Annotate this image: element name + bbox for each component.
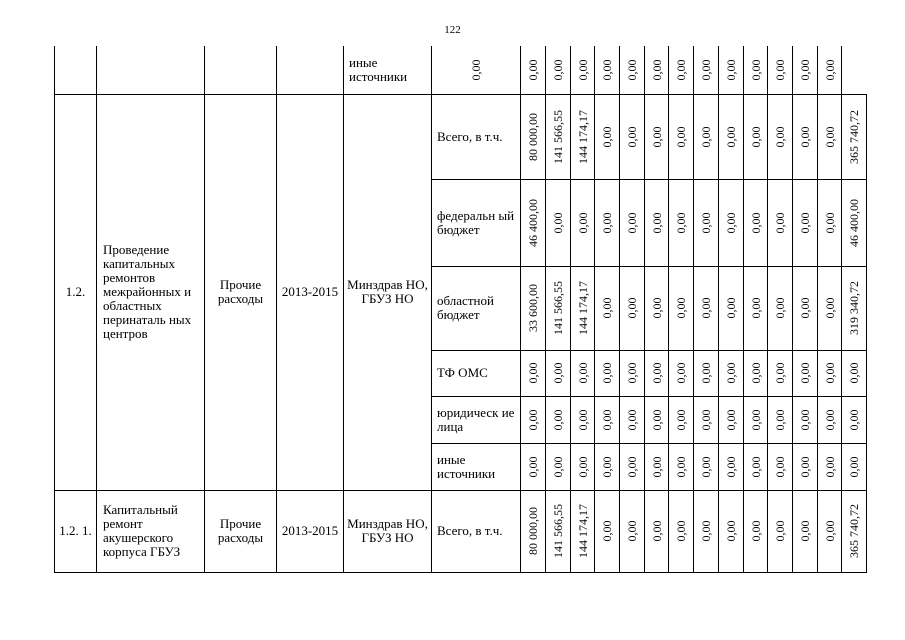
source-cell: ТФ ОМС xyxy=(432,350,521,396)
value-text: 0,00 xyxy=(649,456,664,477)
value-cell xyxy=(595,443,620,490)
value-cell xyxy=(645,179,669,266)
value-cell xyxy=(546,490,571,572)
value-cell xyxy=(521,396,546,443)
value-text: 0,00 xyxy=(649,126,664,147)
value-cell xyxy=(521,350,546,396)
page-number: 122 xyxy=(444,24,461,36)
value-text: 0,00 xyxy=(649,409,664,430)
value-cell xyxy=(694,266,719,350)
value-text: 0,00 xyxy=(625,212,639,233)
value-text: 0,00 xyxy=(674,212,688,233)
empty-cell xyxy=(97,46,205,94)
value-cell xyxy=(521,179,546,266)
source-cell: Всего, в т.ч. xyxy=(432,94,521,179)
value-text: 0,00 xyxy=(551,456,565,477)
empty-cell xyxy=(205,46,277,94)
value-cell xyxy=(521,443,546,490)
value-text: 0,00 xyxy=(526,59,540,81)
period: 2013-2015 xyxy=(277,94,344,490)
executor: Минздрав НО, ГБУЗ НО xyxy=(344,94,432,490)
value-cell xyxy=(571,396,595,443)
table-row xyxy=(55,94,867,179)
value-text: 0,00 xyxy=(798,212,812,233)
value-text: 0,00 xyxy=(575,212,590,233)
value-cell xyxy=(744,46,768,94)
value-text: 0,00 xyxy=(674,456,688,477)
value-text: 0,00 xyxy=(822,362,837,384)
value-text: 0,00 xyxy=(798,297,812,319)
executor: Минздрав НО, ГБУЗ НО xyxy=(344,490,432,572)
value-cell xyxy=(595,490,620,572)
source-cell: федеральн ый бюджет xyxy=(432,179,521,266)
value-text: 80 000,00 xyxy=(526,507,540,555)
value-text: 46 400,00 xyxy=(526,198,540,247)
value-cell xyxy=(719,490,744,572)
value-cell xyxy=(620,490,645,572)
value-cell xyxy=(571,94,595,179)
value-text: 0,00 xyxy=(773,212,787,233)
value-text: 141 566,55 xyxy=(551,109,565,164)
row-number: 1.2. xyxy=(55,94,97,490)
value-cell xyxy=(768,490,793,572)
source-cell: Всего, в т.ч. xyxy=(432,490,521,572)
value-text: 0,00 xyxy=(625,409,639,430)
value-text: 0,00 xyxy=(600,520,614,542)
value-text: 144 174,17 xyxy=(575,109,590,164)
value-text: 0,00 xyxy=(600,126,614,147)
value-text: 0,00 xyxy=(798,409,812,430)
value-text: 0,00 xyxy=(773,456,787,477)
value-text: 0,00 xyxy=(526,362,540,384)
value-cell xyxy=(620,94,645,179)
value-text: 0,00 xyxy=(575,456,590,477)
value-cell xyxy=(669,490,694,572)
value-text: 0,00 xyxy=(600,409,614,430)
value-text: 0,00 xyxy=(748,59,763,81)
measure-name: Капитальный ремонт акушерского корпуса ГБУЗ xyxy=(97,490,205,572)
value-text: 0,00 xyxy=(469,59,483,81)
value-text: 0,00 xyxy=(699,212,713,233)
value-cell xyxy=(744,179,768,266)
value-cell xyxy=(645,46,669,94)
value-cell xyxy=(546,443,571,490)
value-text: 0,00 xyxy=(773,126,787,147)
value-text: 0,00 xyxy=(773,59,787,81)
value-cell xyxy=(521,490,546,572)
value-cell xyxy=(694,94,719,179)
value-cell xyxy=(669,46,694,94)
value-text: 0,00 xyxy=(674,59,688,81)
value-text: 0,00 xyxy=(699,362,713,384)
value-text: 33 600,00 xyxy=(526,284,540,332)
source-cell: иные источники xyxy=(432,443,521,490)
value-text: 0,00 xyxy=(724,59,738,81)
source-cell: иные источники xyxy=(344,46,432,94)
expense-type: Прочие расходы xyxy=(205,490,277,572)
value-cell xyxy=(818,396,842,443)
value-text: 0,00 xyxy=(625,520,639,542)
value-text: 0,00 xyxy=(551,59,565,81)
value-text: 0,00 xyxy=(600,362,614,384)
value-text: 0,00 xyxy=(625,456,639,477)
value-cell xyxy=(669,350,694,396)
value-text: 0,00 xyxy=(600,212,614,233)
value-text: 0,00 xyxy=(674,362,688,384)
value-cell xyxy=(669,179,694,266)
value-cell xyxy=(571,443,595,490)
value-cell xyxy=(768,94,793,179)
value-cell xyxy=(719,266,744,350)
value-text: 0,00 xyxy=(699,59,713,81)
value-text: 0,00 xyxy=(625,59,639,81)
value-cell xyxy=(818,266,842,350)
value-cell xyxy=(694,443,719,490)
value-cell xyxy=(571,46,595,94)
value-text: 0,00 xyxy=(822,520,837,542)
value-cell xyxy=(645,396,669,443)
value-cell xyxy=(595,396,620,443)
value-text: 0,00 xyxy=(600,59,614,81)
value-cell xyxy=(744,266,768,350)
value-text: 365 740,72 xyxy=(847,109,861,164)
value-cell xyxy=(645,490,669,572)
value-cell xyxy=(842,266,867,350)
value-cell xyxy=(546,179,571,266)
value-cell xyxy=(719,179,744,266)
value-text: 0,00 xyxy=(674,520,688,542)
table-row xyxy=(55,46,867,94)
value-text: 46 400,00 xyxy=(847,198,861,247)
value-cell xyxy=(571,350,595,396)
value-cell xyxy=(595,46,620,94)
value-cell xyxy=(719,94,744,179)
value-text: 0,00 xyxy=(822,126,837,147)
value-cell xyxy=(645,94,669,179)
value-cell xyxy=(521,46,546,94)
value-text: 0,00 xyxy=(575,59,590,81)
value-text: 0,00 xyxy=(773,520,787,542)
value-cell xyxy=(645,266,669,350)
value-cell xyxy=(694,396,719,443)
value-cell xyxy=(818,179,842,266)
value-cell xyxy=(521,266,546,350)
value-text: 0,00 xyxy=(699,297,713,319)
value-cell xyxy=(793,266,818,350)
value-text: 0,00 xyxy=(724,126,738,147)
value-cell xyxy=(620,443,645,490)
value-cell xyxy=(768,350,793,396)
value-cell xyxy=(842,94,867,179)
value-text: 0,00 xyxy=(748,212,763,233)
value-text: 0,00 xyxy=(551,362,565,384)
value-cell xyxy=(842,443,867,490)
value-text: 0,00 xyxy=(649,362,664,384)
value-cell xyxy=(793,443,818,490)
value-text: 0,00 xyxy=(699,456,713,477)
value-cell xyxy=(694,350,719,396)
value-text: 0,00 xyxy=(847,456,861,477)
source-cell: областной бюджет xyxy=(432,266,521,350)
value-cell xyxy=(744,94,768,179)
value-cell xyxy=(818,46,842,94)
value-cell xyxy=(793,396,818,443)
value-text: 141 566,55 xyxy=(551,504,565,558)
value-text: 0,00 xyxy=(748,297,763,319)
value-cell xyxy=(595,179,620,266)
value-text: 0,00 xyxy=(724,456,738,477)
value-text: 0,00 xyxy=(748,409,763,430)
value-text: 0,00 xyxy=(575,362,590,384)
value-cell xyxy=(793,46,818,94)
value-text: 0,00 xyxy=(847,409,861,430)
value-text: 0,00 xyxy=(699,126,713,147)
value-cell xyxy=(620,350,645,396)
value-cell xyxy=(645,350,669,396)
value-cell xyxy=(768,396,793,443)
value-cell xyxy=(645,443,669,490)
value-text: 0,00 xyxy=(847,362,861,384)
value-text: 80 000,00 xyxy=(526,112,540,161)
value-cell xyxy=(571,179,595,266)
value-text: 0,00 xyxy=(674,297,688,319)
value-text: 0,00 xyxy=(674,409,688,430)
value-cell xyxy=(546,396,571,443)
value-cell xyxy=(818,350,842,396)
value-text: 0,00 xyxy=(526,409,540,430)
value-cell xyxy=(620,179,645,266)
value-cell xyxy=(744,443,768,490)
value-cell xyxy=(719,350,744,396)
value-text: 0,00 xyxy=(798,59,812,81)
value-cell xyxy=(571,266,595,350)
expense-type: Прочие расходы xyxy=(205,94,277,490)
value-cell xyxy=(744,396,768,443)
table-row xyxy=(55,490,867,572)
value-cell xyxy=(546,46,571,94)
value-cell xyxy=(620,46,645,94)
value-text: 0,00 xyxy=(748,126,763,147)
value-text: 0,00 xyxy=(798,520,812,542)
value-cell xyxy=(744,350,768,396)
value-text: 0,00 xyxy=(773,297,787,319)
value-cell xyxy=(818,443,842,490)
budget-table xyxy=(54,46,867,573)
value-cell xyxy=(818,94,842,179)
value-cell xyxy=(768,266,793,350)
value-cell xyxy=(669,396,694,443)
value-text: 0,00 xyxy=(822,409,837,430)
value-cell xyxy=(432,46,521,94)
value-cell xyxy=(719,443,744,490)
value-cell xyxy=(842,179,867,266)
value-cell xyxy=(768,46,793,94)
value-cell xyxy=(744,490,768,572)
value-text: 0,00 xyxy=(649,520,664,542)
value-text: 144 174,17 xyxy=(575,281,590,335)
value-text: 0,00 xyxy=(724,520,738,542)
value-cell xyxy=(842,396,867,443)
empty-cell xyxy=(55,46,97,94)
value-text: 0,00 xyxy=(822,297,837,319)
value-text: 0,00 xyxy=(600,297,614,319)
value-cell xyxy=(694,46,719,94)
value-text: 0,00 xyxy=(575,409,590,430)
value-text: 0,00 xyxy=(526,456,540,477)
value-text: 141 566,55 xyxy=(551,281,565,335)
value-text: 0,00 xyxy=(699,520,713,542)
value-cell xyxy=(694,179,719,266)
value-text: 319 340,72 xyxy=(847,281,861,335)
value-text: 0,00 xyxy=(822,59,837,81)
value-text: 0,00 xyxy=(724,212,738,233)
value-cell xyxy=(595,266,620,350)
value-text: 0,00 xyxy=(625,297,639,319)
value-cell xyxy=(595,94,620,179)
value-text: 0,00 xyxy=(748,520,763,542)
value-cell xyxy=(521,94,546,179)
value-cell xyxy=(768,443,793,490)
value-cell xyxy=(719,396,744,443)
value-cell xyxy=(571,490,595,572)
value-cell xyxy=(793,490,818,572)
value-text: 0,00 xyxy=(773,409,787,430)
value-cell xyxy=(793,350,818,396)
value-text: 0,00 xyxy=(649,212,664,233)
value-cell xyxy=(669,266,694,350)
value-text: 0,00 xyxy=(822,456,837,477)
value-text: 0,00 xyxy=(822,212,837,233)
value-cell xyxy=(793,94,818,179)
value-text: 0,00 xyxy=(724,297,738,319)
measure-name: Проведение капитальных ремонтов межрайонных и областных перинаталь ных центров xyxy=(97,94,205,490)
value-text: 0,00 xyxy=(649,59,664,81)
value-text: 0,00 xyxy=(625,362,639,384)
value-text: 0,00 xyxy=(699,409,713,430)
value-text: 0,00 xyxy=(724,362,738,384)
value-text: 0,00 xyxy=(674,126,688,147)
value-cell xyxy=(546,94,571,179)
value-text: 0,00 xyxy=(748,456,763,477)
source-cell: юридическ ие лица xyxy=(432,396,521,443)
value-text: 0,00 xyxy=(625,126,639,147)
value-cell xyxy=(595,350,620,396)
value-cell xyxy=(793,179,818,266)
value-text: 0,00 xyxy=(724,409,738,430)
value-text: 0,00 xyxy=(798,456,812,477)
value-cell xyxy=(818,490,842,572)
value-cell xyxy=(669,443,694,490)
value-text: 0,00 xyxy=(798,362,812,384)
value-cell xyxy=(669,94,694,179)
value-text: 0,00 xyxy=(551,409,565,430)
value-text: 365 740,72 xyxy=(847,504,861,558)
empty-cell xyxy=(277,46,344,94)
value-cell xyxy=(694,490,719,572)
value-text: 0,00 xyxy=(773,362,787,384)
value-text: 144 174,17 xyxy=(575,504,590,558)
value-text: 0,00 xyxy=(600,456,614,477)
value-cell xyxy=(842,490,867,572)
value-cell xyxy=(768,179,793,266)
value-cell xyxy=(546,266,571,350)
value-text: 0,00 xyxy=(748,362,763,384)
value-text: 0,00 xyxy=(798,126,812,147)
value-cell xyxy=(620,266,645,350)
value-text: 0,00 xyxy=(649,297,664,319)
value-text: 0,00 xyxy=(551,212,565,233)
value-cell xyxy=(842,350,867,396)
value-cell xyxy=(620,396,645,443)
period: 2013-2015 xyxy=(277,490,344,572)
row-number: 1.2. 1. xyxy=(55,490,97,572)
value-cell xyxy=(719,46,744,94)
value-cell xyxy=(546,350,571,396)
